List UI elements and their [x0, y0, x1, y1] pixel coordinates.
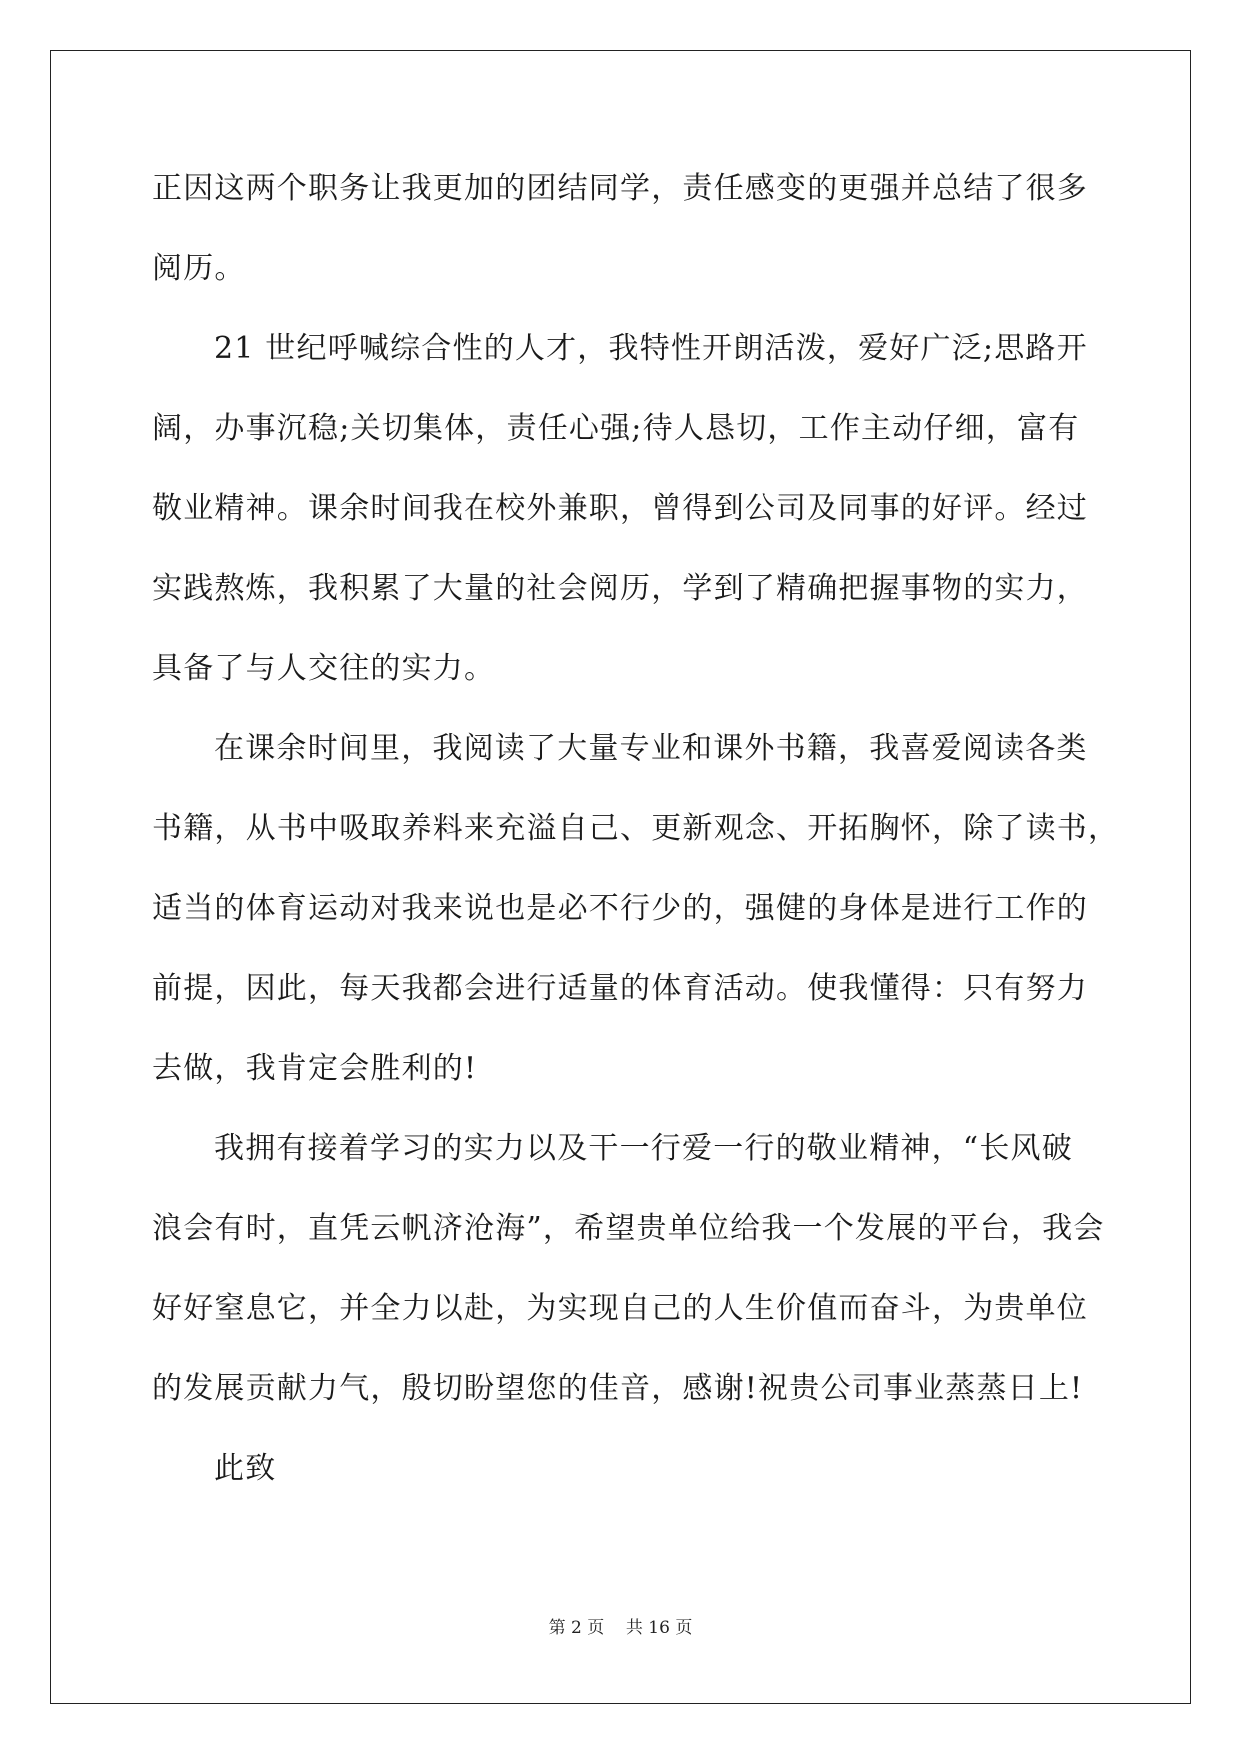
text-line: 浪会有时，直凭云帆济沧海”，希望贵单位给我一个发展的平台，我会: [152, 1211, 1105, 1246]
text-line: 正因这两个职务让我更加的团结同学，责任感变的更强并总结了很多: [152, 171, 1088, 206]
text-line: 去做，我肯定会胜利的!: [152, 1051, 478, 1086]
text-line: 适当的体育运动对我来说也是必不行少的，强健的身体是进行工作的: [152, 891, 1088, 926]
text-line: 前提，因此，每天我都会进行适量的体育活动。使我懂得：只有努力: [152, 971, 1088, 1006]
text-line: 阔，办事沉稳;关切集体，责任心强;待人恳切，工作主动仔细，富有: [152, 411, 1080, 446]
text-line: 敬业精神。课余时间我在校外兼职，曾得到公司及同事的好评。经过: [152, 491, 1088, 526]
text-line: 阅历。: [152, 251, 246, 286]
page-footer: [0, 1613, 1241, 1638]
text-line: 书籍，从书中吸取养料来充溢自己、更新观念、开拓胸怀，除了读书，: [152, 811, 1120, 846]
closing-salutation: 此致: [214, 1451, 277, 1486]
page-number: 第 2 页 共 16 页: [548, 1618, 693, 1638]
text-line: 实践熬炼，我积累了大量的社会阅历，学到了精确把握事物的实力，: [152, 571, 1088, 606]
document-body: [152, 159, 1120, 1519]
paragraph-start-line: 21 世纪呼喊综合性的人才，我特性开朗活泼，爱好广泛;思路开: [214, 331, 1088, 366]
text-line: 的发展贡献力气，殷切盼望您的佳音，感谢!祝贵公司事业蒸蒸日上!: [152, 1371, 1084, 1406]
text-line: 好好窒息它，并全力以赴，为实现自己的人生价值而奋斗，为贵单位: [152, 1291, 1088, 1326]
text-line: 具备了与人交往的实力。: [152, 651, 496, 686]
paragraph-start-line: 在课余时间里，我阅读了大量专业和课外书籍，我喜爱阅读各类: [214, 731, 1088, 766]
paragraph-start-line: 我拥有接着学习的实力以及干一行爱一行的敬业精神，“长风破: [214, 1131, 1073, 1166]
